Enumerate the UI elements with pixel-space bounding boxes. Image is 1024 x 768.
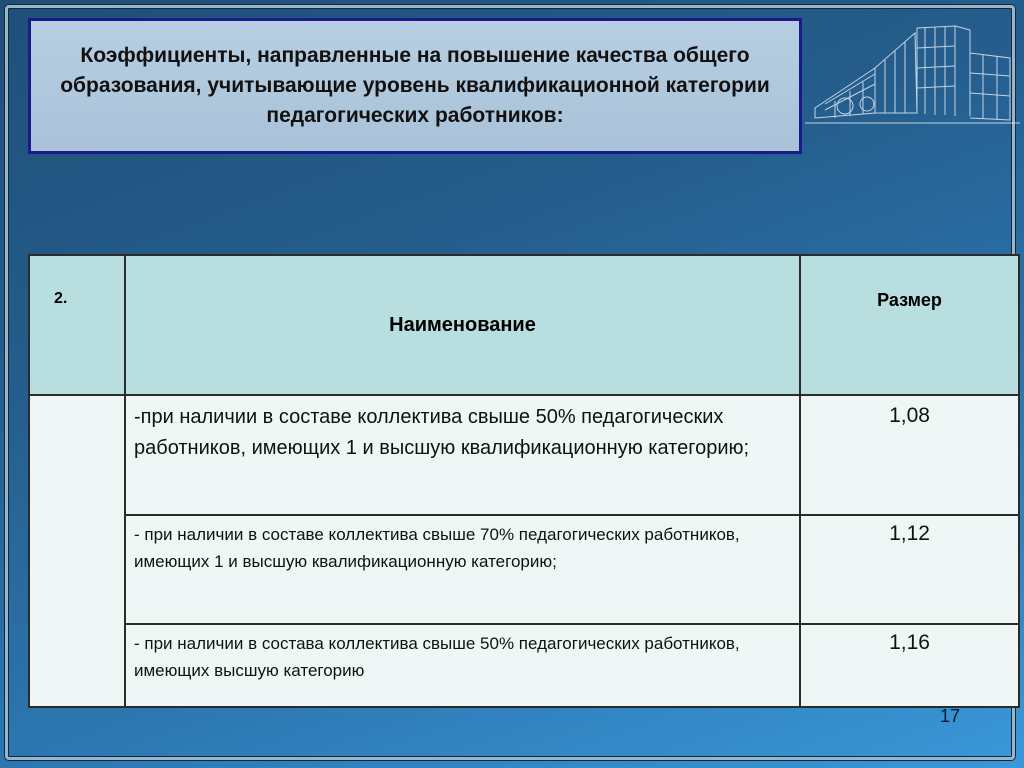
table-row [29,515,1019,624]
number-column-cell [29,395,125,707]
header-name: Наименование [125,255,800,395]
page-number: 17 [939,706,961,726]
building-illustration-icon [805,8,1020,133]
header-number: 2. [29,255,125,395]
row-description: - при наличии в составе коллектива свыше 70% педагогических работников, имеющих 1 и высшую квалификационную категорию; [125,515,800,624]
title-box [28,18,802,154]
row-value: 1,16 [800,624,1019,707]
coefficients-table [28,254,1020,708]
row-value: 1,12 [800,515,1019,624]
row-description: - при наличии в состава коллектива свыше 50% педагогических работников, имеющих высшую категорию [125,624,800,707]
slide-title: Коэффициенты, направленные на повышение качества общего образования, учитывающие уровень квалификационной категории педагогических работников: [60,44,770,127]
table-header-row [29,255,1019,395]
row-value: 1,08 [800,395,1019,515]
header-size: Размер [800,255,1019,395]
row-description: -при наличии в составе коллектива свыше 50% педагогических работников, имеющих 1 и высшую квалификационную категорию; [125,395,800,515]
table-row [29,624,1019,707]
table-row [29,395,1019,515]
